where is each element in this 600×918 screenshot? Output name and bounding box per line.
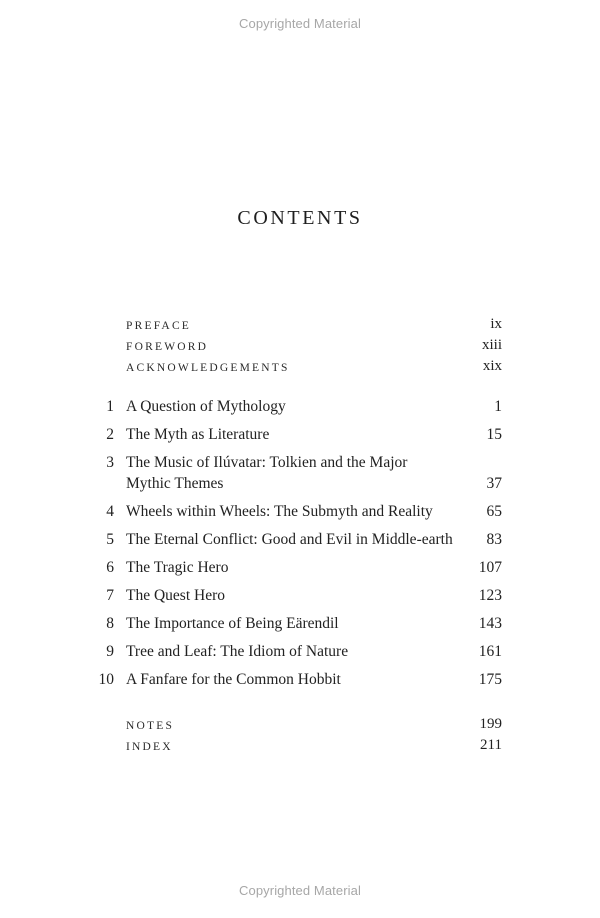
- chapter-title: Wheels within Wheels: The Submyth and Reality: [126, 503, 433, 520]
- chapter-title: The Quest Hero: [126, 587, 225, 604]
- chapter-page: 107: [478, 559, 502, 576]
- chapter-entry-2: [0, 426, 600, 450]
- toc-entry-label: PREFACE: [126, 320, 192, 332]
- chapter-number: 5: [106, 531, 114, 548]
- chapter-title-continued: Mythic Themes: [126, 475, 224, 492]
- toc-entry-page: xix: [482, 358, 502, 374]
- chapter-entry-1: [0, 398, 600, 422]
- toc-entry-page: xiii: [481, 337, 502, 353]
- chapter-entry-7: [0, 587, 600, 611]
- toc-entry-label: FOREWORD: [126, 341, 209, 353]
- chapter-number: 4: [106, 503, 114, 520]
- toc-entry-page: 199: [479, 716, 502, 732]
- chapter-entry-10: [0, 671, 600, 695]
- chapter-page: 143: [478, 615, 502, 632]
- chapter-number: 3: [106, 454, 114, 471]
- chapter-page: 161: [478, 643, 502, 660]
- chapter-page: 37: [486, 475, 502, 492]
- chapter-number: 8: [106, 615, 114, 632]
- toc-entry-label: NOTES: [126, 720, 175, 732]
- chapter-page: 65: [486, 503, 502, 520]
- chapter-title: The Tragic Hero: [126, 559, 229, 576]
- chapter-title: The Eternal Conflict: Good and Evil in Middle-earth: [126, 531, 453, 548]
- toc-entry-foreword: [126, 337, 502, 357]
- chapter-title: A Question of Mythology: [126, 398, 286, 415]
- copyright-watermark-top: Copyrighted Material: [239, 16, 361, 31]
- toc-entry-notes: [126, 716, 502, 736]
- contents-heading: CONTENTS: [237, 207, 363, 229]
- chapter-title: Tree and Leaf: The Idiom of Nature: [126, 643, 349, 660]
- toc-entry-index: [126, 737, 502, 757]
- toc-entry-acknowledgements: [126, 358, 502, 378]
- chapter-page: 83: [486, 531, 502, 548]
- chapter-entry-6: [0, 559, 600, 583]
- copyright-watermark-bottom: Copyrighted Material: [239, 883, 361, 898]
- chapter-title: The Myth as Literature: [126, 426, 270, 443]
- chapter-entry-9: [0, 643, 600, 667]
- chapter-number: 6: [106, 559, 114, 576]
- chapter-number: 7: [106, 587, 114, 604]
- chapter-title: A Fanfare for the Common Hobbit: [126, 671, 341, 688]
- chapter-page: 175: [478, 671, 502, 688]
- chapter-number: 10: [98, 671, 114, 688]
- chapter-entry-3: [0, 454, 600, 499]
- chapter-number: 1: [106, 398, 114, 415]
- chapter-title: The Importance of Being Eärendil: [126, 615, 339, 632]
- toc-entry-preface: [126, 316, 502, 336]
- toc-entry-label: ACKNOWLEDGEMENTS: [126, 362, 290, 374]
- chapter-number: 9: [106, 643, 114, 660]
- chapter-page: 1: [494, 398, 502, 415]
- chapter-title: The Music of Ilúvatar: Tolkien and the Major: [126, 454, 408, 471]
- chapter-page: 15: [486, 426, 502, 443]
- toc-entry-label: INDEX: [126, 741, 173, 753]
- chapter-entry-8: [0, 615, 600, 639]
- toc-entry-page: ix: [490, 316, 502, 332]
- chapter-entry-4: [0, 503, 600, 527]
- toc-entry-page: 211: [480, 737, 502, 753]
- chapter-page: 123: [478, 587, 502, 604]
- chapter-number: 2: [106, 426, 114, 443]
- chapter-entry-5: [0, 531, 600, 555]
